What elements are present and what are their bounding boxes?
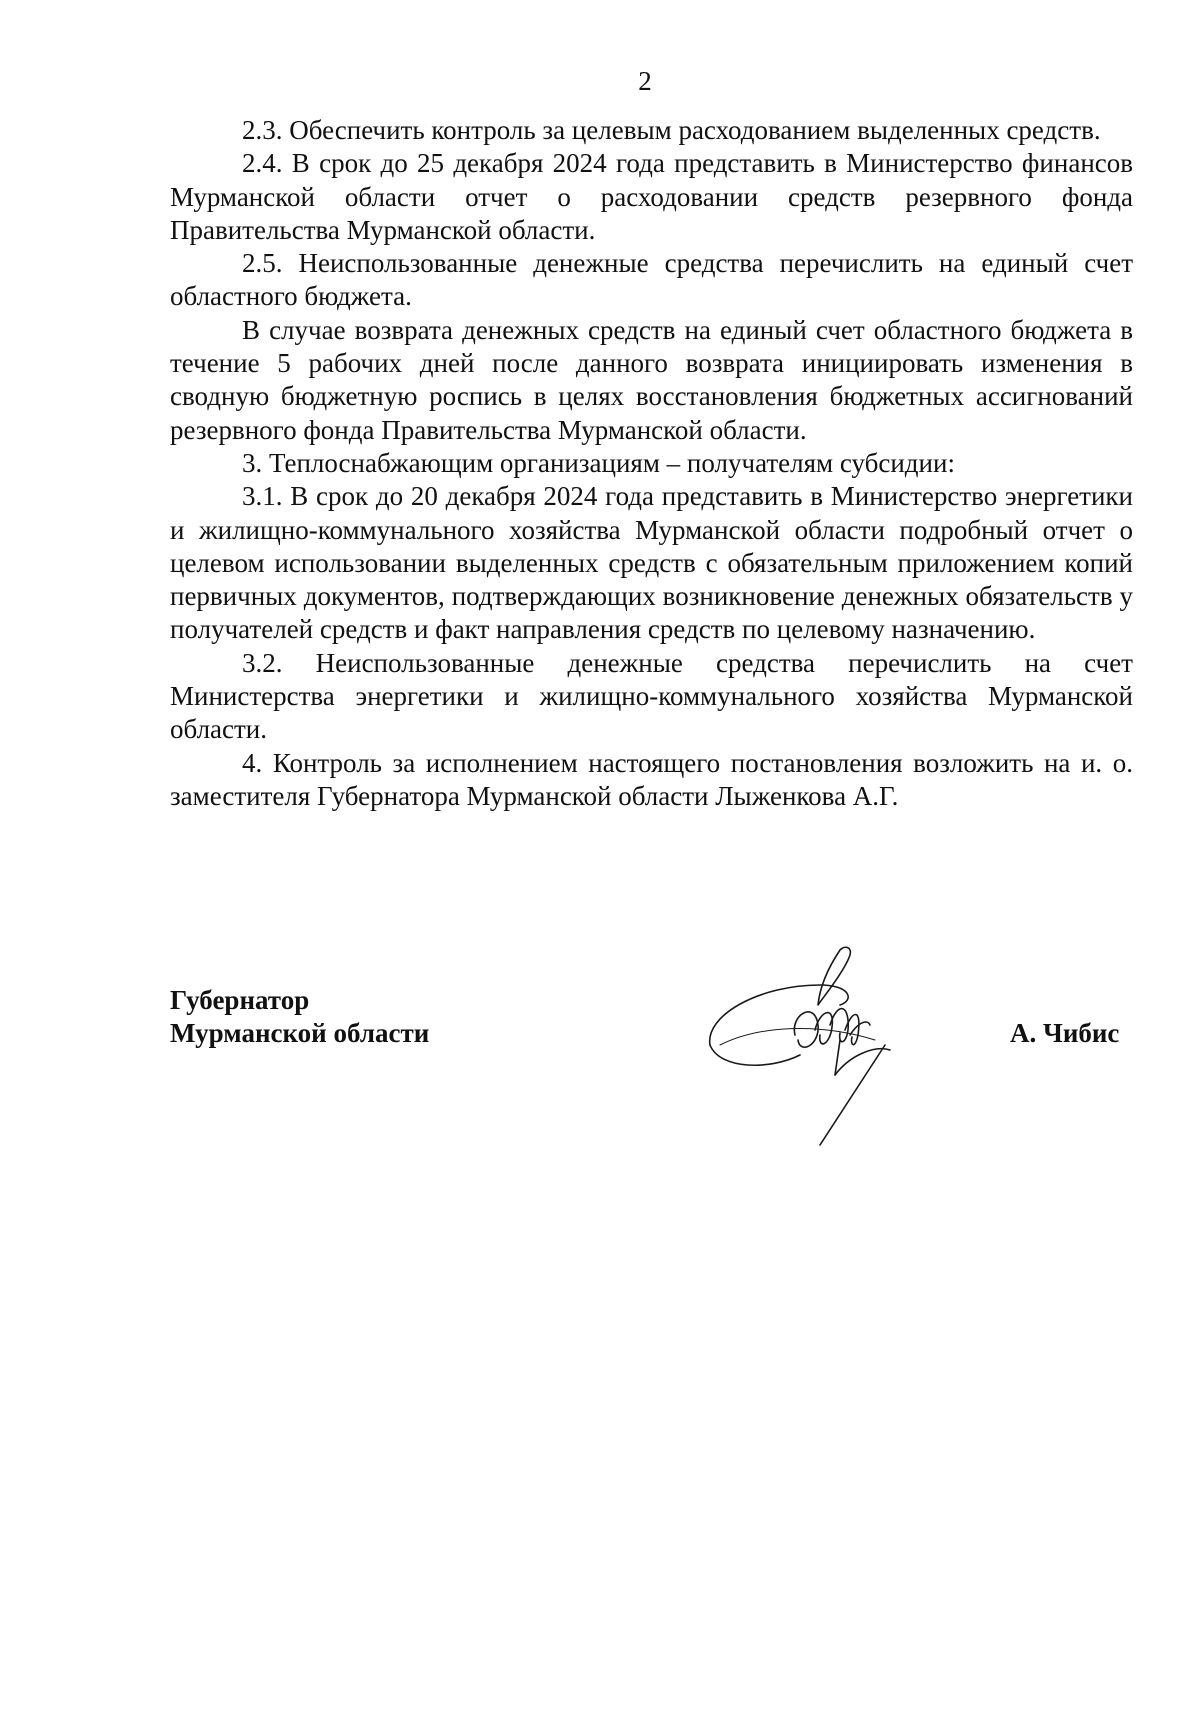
document-body xyxy=(170,114,1133,813)
signer-position-line2: Мурманской области xyxy=(170,1018,430,1048)
paragraph-2-4: 2.4. В срок до 25 декабря 2024 года представить в Министерство финансов Мурманской области отчет о расходовании средств резервного фонда Правительства Мурманской области. xyxy=(170,148,1133,245)
signer-position xyxy=(170,984,429,1050)
paragraph-3-1: 3.1. В срок до 20 декабря 2024 года представить в Министерство энергетики и жилищно-коммунального хозяйства Мурманской области подробный отчет о целевом использовании выделенных средств с обязательным приложением копий первичных документов, подтверждающих возникновение денежных обязательств у получателей средств и факт направления средств по целевому назначению. xyxy=(170,481,1133,645)
page-number: 2 xyxy=(638,66,652,96)
paragraph-return-funds: В случае возврата денежных средств на единый счет областного бюджета в течение 5 рабочих дней после данного возврата инициировать изменения в сводную бюджетную роспись в целях восстановления бюджетных ассигнований резервного фонда Правительства Мурманской области. xyxy=(170,314,1133,445)
paragraph-3-2: 3.2. Неиспользованные денежные средства перечислить на счет Министерства энергетики и жилищно-коммунального хозяйства Мурманской области. xyxy=(170,647,1133,745)
signer-name: А. Чибис xyxy=(1010,1018,1120,1048)
paragraph-2-5: 2.5. Неиспользованные денежные средства перечислить на единый счет областного бюджета. xyxy=(170,248,1133,312)
handwritten-signature xyxy=(700,945,930,1175)
paragraph-2-3: 2.3. Обеспечить контроль за целевым расходованием выделенных средств. xyxy=(242,115,1101,145)
paragraph-4: 4. Контроль за исполнением настоящего постановления возложить на и. о. заместителя Губернатора Мурманской области Лыженкова А.Г. xyxy=(170,747,1133,811)
signer-position-line1: Губернатор xyxy=(170,985,310,1015)
paragraph-3: 3. Теплоснабжающим организациям – получателям субсидии: xyxy=(242,447,955,478)
